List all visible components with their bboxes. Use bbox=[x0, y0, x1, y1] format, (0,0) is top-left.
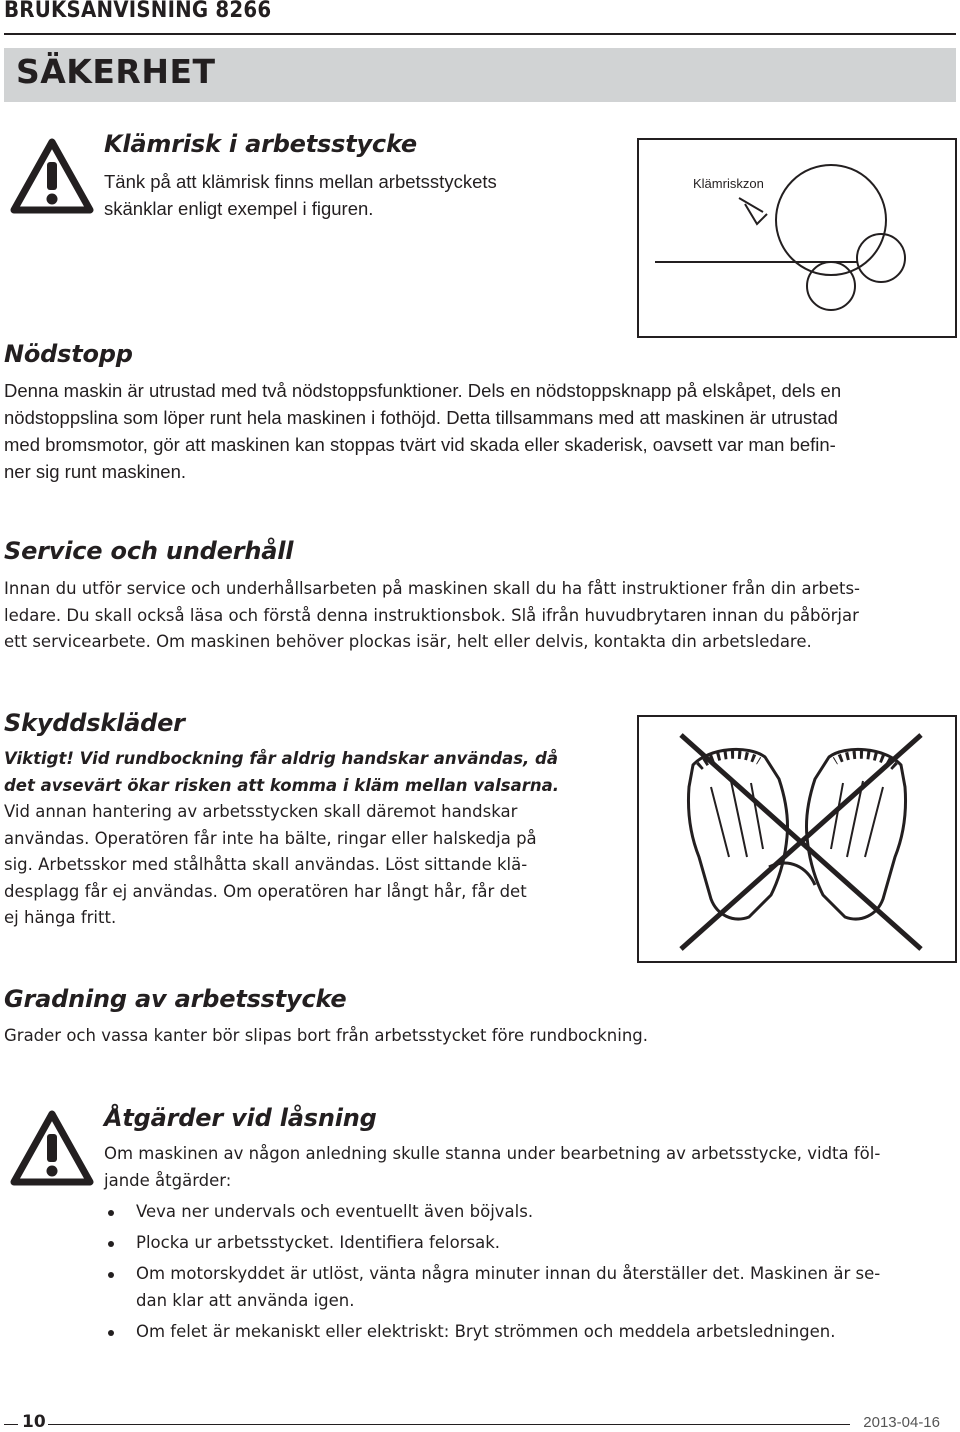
text-line: dan klar att använda igen. bbox=[136, 1290, 355, 1310]
warning-text-line: Viktigt! Vid rundbockning får aldrig handskar användas, då bbox=[4, 749, 558, 768]
atgarder-text bbox=[104, 1141, 880, 1350]
crossed-gloves-icon bbox=[639, 717, 955, 961]
bullet-icon bbox=[108, 1272, 114, 1278]
heading-nodstopp: Nödstopp bbox=[4, 340, 133, 368]
warning-icon bbox=[10, 1110, 94, 1186]
text-line: jande åtgärder: bbox=[104, 1170, 232, 1190]
pinch-zone-label: Klämriskzon bbox=[693, 176, 764, 191]
text-line: Denna maskin är utrustad med två nödstoppsfunktioner. Dels en nödstoppsknapp på elskåpet, dels en bbox=[4, 380, 842, 401]
document-header: BRUKSANVISNING 8266 bbox=[4, 0, 272, 23]
text-line: desplagg får ej användas. Om operatören har långt hår, får det bbox=[4, 881, 527, 901]
bullet-icon bbox=[108, 1210, 114, 1216]
no-gloves-figure bbox=[637, 715, 957, 963]
text-line: skänklar enligt exempel i figuren. bbox=[104, 198, 374, 219]
pinch-zone-figure bbox=[637, 138, 957, 338]
header-rule bbox=[4, 33, 956, 35]
text-line: Tänk på att klämrisk finns mellan arbetsstyckets bbox=[104, 171, 497, 192]
skydd-text bbox=[4, 746, 559, 932]
warning-icon bbox=[10, 138, 94, 214]
text-line: användas. Operatören får inte ha bälte, ringar eller halskedja på bbox=[4, 828, 537, 848]
text-line: Plocka ur arbetsstycket. Identifiera felorsak. bbox=[136, 1233, 500, 1252]
heading-gradning: Gradning av arbetsstycke bbox=[4, 985, 347, 1013]
heading-klamrisk: Klämrisk i arbetsstycke bbox=[104, 130, 417, 158]
list-item bbox=[104, 1230, 880, 1257]
text-line: ett servicearbete. Om maskinen behöver plockas isär, helt eller delvis, kontakta din arbetsledare. bbox=[4, 632, 812, 651]
page-title: SÄKERHET bbox=[16, 52, 216, 91]
heading-service: Service och underhåll bbox=[4, 537, 294, 565]
rollers-diagram bbox=[639, 140, 955, 336]
text-line: Vid annan hantering av arbetsstycken skall däremot handskar bbox=[4, 802, 518, 821]
text-line: ledare. Du skall också läsa och förstå denna instruktionsbok. Slå ifrån huvudbrytaren innan du påbörjar bbox=[4, 605, 859, 625]
title-band bbox=[4, 48, 956, 102]
list-item bbox=[104, 1261, 880, 1314]
bullet-icon bbox=[108, 1241, 114, 1247]
list-item bbox=[104, 1199, 880, 1226]
heading-skydd: Skyddskläder bbox=[4, 709, 185, 737]
text-line: med bromsmotor, gör att maskinen kan stoppas tvärt vid skada eller skaderisk, oavsett var man befin- bbox=[4, 434, 836, 455]
text-line: Om motorskyddet är utlöst, vänta några minuter innan du återställer det. Maskinen är se- bbox=[136, 1264, 881, 1283]
heading-atgarder: Åtgärder vid låsning bbox=[104, 1104, 377, 1132]
text-line: Veva ner undervals och eventuellt även böjvals. bbox=[136, 1202, 534, 1221]
text-line: ner sig runt maskinen. bbox=[4, 461, 187, 482]
text-line: nödstoppslina som löper runt hela maskinen i fothöjd. Detta tillsammans med att maskinen är utrustad bbox=[4, 407, 838, 428]
bullet-icon bbox=[108, 1330, 114, 1336]
klamrisk-text bbox=[104, 168, 497, 222]
page-number: 10 bbox=[18, 1412, 50, 1432]
text-line: Innan du utför service och underhållsarbeten på maskinen skall du ha fått instruktioner från din arbets- bbox=[4, 579, 860, 598]
text-line: Om maskinen av någon anledning skulle stanna under bearbetning av arbetsstycke, vidta föl- bbox=[104, 1144, 881, 1163]
warning-text-line: det avsevärt ökar risken att komma i kläm mellan valsarna. bbox=[4, 775, 560, 795]
footer-date: 2013-04-16 bbox=[863, 1414, 940, 1431]
text-line: ej hänga fritt. bbox=[4, 908, 117, 927]
footer-rule bbox=[48, 1424, 850, 1425]
service-text bbox=[4, 576, 860, 656]
gradning-text: Grader och vassa kanter bör slipas bort från arbetsstycket före rundbockning. bbox=[4, 1026, 648, 1045]
text-line: Om felet är mekaniskt eller elektriskt: Bryt strömmen och meddela arbetsledningen. bbox=[136, 1321, 836, 1341]
text-line: sig. Arbetsskor med stålhåtta skall användas. Löst sittande klä- bbox=[4, 855, 528, 874]
action-list bbox=[104, 1199, 880, 1345]
nodstopp-text bbox=[4, 377, 841, 485]
list-item bbox=[104, 1319, 880, 1346]
